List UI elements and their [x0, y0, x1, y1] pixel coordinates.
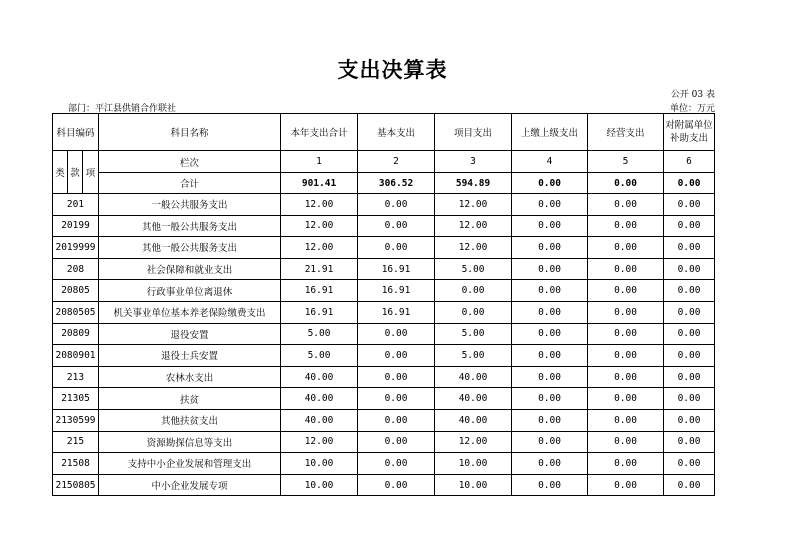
amount-cell: 0.00 [512, 301, 588, 323]
amount-cell: 0.00 [588, 258, 664, 280]
amount-cell: 0.00 [358, 345, 435, 367]
amount-cell: 0.00 [512, 366, 588, 388]
subject-name: 社会保障和就业支出 [99, 258, 281, 280]
amount-cell: 0.00 [358, 409, 435, 431]
table-row [53, 194, 715, 216]
amount-cell: 0.00 [588, 453, 664, 475]
amount-cell: 12.00 [435, 431, 512, 453]
amount-cell: 0.00 [512, 453, 588, 475]
subject-code: 2150805 [53, 474, 99, 496]
total-value: 0.00 [512, 173, 588, 194]
amount-cell: 0.00 [588, 301, 664, 323]
subject-code: 208 [53, 258, 99, 280]
subject-name: 资源勘探信息等支出 [99, 431, 281, 453]
subject-name: 机关事业单位基本养老保险缴费支出 [99, 301, 281, 323]
amount-cell: 0.00 [664, 280, 715, 302]
col-header-3: 项目支出 [435, 114, 512, 151]
amount-cell: 0.00 [358, 453, 435, 475]
amount-cell: 0.00 [358, 388, 435, 410]
subject-code: 2130599 [53, 409, 99, 431]
col-number-5: 5 [588, 151, 664, 173]
amount-cell: 0.00 [588, 280, 664, 302]
total-row [53, 173, 715, 194]
amount-cell: 10.00 [281, 453, 358, 475]
amount-cell: 40.00 [281, 366, 358, 388]
table-row [53, 366, 715, 388]
form-number: 公开 03 表 [670, 90, 715, 100]
subject-code: 20199 [53, 215, 99, 237]
table-row [53, 453, 715, 475]
col-header-4: 上缴上级支出 [512, 114, 588, 151]
amount-cell: 0.00 [512, 409, 588, 431]
subject-code: 20805 [53, 280, 99, 302]
code-header: 科目编码 [53, 114, 99, 151]
amount-cell: 0.00 [588, 409, 664, 431]
amount-cell: 12.00 [435, 215, 512, 237]
amount-cell: 5.00 [281, 345, 358, 367]
amount-cell: 0.00 [664, 215, 715, 237]
amount-cell: 0.00 [664, 474, 715, 496]
amount-cell: 16.91 [281, 280, 358, 302]
xiang-header: 项 [83, 151, 99, 194]
page-title: 支出决算表 [337, 58, 448, 82]
subject-name: 退役安置 [99, 323, 281, 345]
amount-cell: 0.00 [664, 366, 715, 388]
total-value: 306.52 [358, 173, 435, 194]
amount-cell: 0.00 [512, 280, 588, 302]
total-value: 901.41 [281, 173, 358, 194]
total-label: 合计 [99, 173, 281, 194]
department-label: 部门：平江县供销合作联社 [68, 104, 177, 114]
amount-cell: 10.00 [435, 474, 512, 496]
subject-name: 退役士兵安置 [99, 345, 281, 367]
subject-code: 2080901 [53, 345, 99, 367]
amount-cell: 0.00 [435, 280, 512, 302]
amount-cell: 12.00 [281, 237, 358, 259]
col-header-5: 经营支出 [588, 114, 664, 151]
amount-cell: 0.00 [664, 237, 715, 259]
amount-cell: 16.91 [358, 258, 435, 280]
subject-name: 其他一般公共服务支出 [99, 237, 281, 259]
amount-cell: 0.00 [664, 388, 715, 410]
subject-name: 其他一般公共服务支出 [99, 215, 281, 237]
amount-cell: 40.00 [281, 388, 358, 410]
subject-code: 213 [53, 366, 99, 388]
amount-cell: 40.00 [281, 409, 358, 431]
amount-cell: 0.00 [664, 258, 715, 280]
lei-header: 类 [53, 151, 68, 194]
amount-cell: 0.00 [358, 194, 435, 216]
amount-cell: 0.00 [664, 453, 715, 475]
amount-cell: 10.00 [435, 453, 512, 475]
amount-cell: 5.00 [435, 345, 512, 367]
amount-cell: 0.00 [512, 345, 588, 367]
table-row [53, 345, 715, 367]
amount-cell: 12.00 [435, 237, 512, 259]
amount-cell: 0.00 [512, 194, 588, 216]
amount-cell: 0.00 [664, 194, 715, 216]
amount-cell: 0.00 [512, 258, 588, 280]
amount-cell: 0.00 [588, 215, 664, 237]
amount-cell: 0.00 [358, 323, 435, 345]
amount-cell: 0.00 [588, 366, 664, 388]
amount-cell: 0.00 [588, 237, 664, 259]
subject-name: 行政事业单位离退休 [99, 280, 281, 302]
amount-cell: 12.00 [281, 194, 358, 216]
amount-cell: 12.00 [435, 194, 512, 216]
amount-cell: 21.91 [281, 258, 358, 280]
subject-code: 2019999 [53, 237, 99, 259]
col-header-6: 对附属单位补助支出 [664, 114, 715, 151]
amount-cell: 0.00 [588, 194, 664, 216]
amount-cell: 12.00 [281, 215, 358, 237]
subject-name: 中小企业发展专项 [99, 474, 281, 496]
amount-cell: 10.00 [281, 474, 358, 496]
col-header-2: 基本支出 [358, 114, 435, 151]
table-row [53, 280, 715, 302]
amount-cell: 40.00 [435, 366, 512, 388]
col-number-1: 1 [281, 151, 358, 173]
amount-cell: 5.00 [435, 323, 512, 345]
amount-cell: 0.00 [358, 366, 435, 388]
subject-code: 215 [53, 431, 99, 453]
subject-code: 201 [53, 194, 99, 216]
amount-cell: 0.00 [358, 215, 435, 237]
table-row [53, 431, 715, 453]
subject-name: 农林水支出 [99, 366, 281, 388]
amount-cell: 0.00 [435, 301, 512, 323]
amount-cell: 0.00 [512, 388, 588, 410]
kuan-header: 款 [68, 151, 83, 194]
amount-cell: 0.00 [664, 409, 715, 431]
column-index-row [53, 151, 715, 173]
amount-cell: 0.00 [512, 215, 588, 237]
amount-cell: 40.00 [435, 388, 512, 410]
amount-cell: 12.00 [281, 431, 358, 453]
amount-cell: 16.91 [358, 301, 435, 323]
header-row [53, 114, 715, 151]
amount-cell: 5.00 [281, 323, 358, 345]
col-index-label: 栏次 [99, 151, 281, 173]
table-row [53, 323, 715, 345]
amount-cell: 0.00 [588, 388, 664, 410]
total-value: 0.00 [588, 173, 664, 194]
amount-cell: 0.00 [664, 431, 715, 453]
subject-name: 扶贫 [99, 388, 281, 410]
total-value: 594.89 [435, 173, 512, 194]
table-row [53, 215, 715, 237]
col-header-1: 本年支出合计 [281, 114, 358, 151]
name-header: 科目名称 [99, 114, 281, 151]
amount-cell: 0.00 [512, 474, 588, 496]
col-number-6: 6 [664, 151, 715, 173]
amount-cell: 0.00 [664, 301, 715, 323]
table-row [53, 301, 715, 323]
amount-cell: 0.00 [588, 323, 664, 345]
subject-name: 支持中小企业发展和管理支出 [99, 453, 281, 475]
table-row [53, 237, 715, 259]
amount-cell: 0.00 [512, 237, 588, 259]
amount-cell: 40.00 [435, 409, 512, 431]
amount-cell: 16.91 [358, 280, 435, 302]
col-number-4: 4 [512, 151, 588, 173]
subject-name: 一般公共服务支出 [99, 194, 281, 216]
amount-cell: 0.00 [588, 345, 664, 367]
table-row [53, 388, 715, 410]
amount-cell: 0.00 [358, 237, 435, 259]
amount-cell: 0.00 [588, 474, 664, 496]
total-value: 0.00 [664, 173, 715, 194]
amount-cell: 0.00 [664, 345, 715, 367]
subject-code: 2080505 [53, 301, 99, 323]
subject-name: 其他扶贫支出 [99, 409, 281, 431]
col-number-2: 2 [358, 151, 435, 173]
expenditure-table [52, 113, 715, 496]
amount-cell: 0.00 [664, 323, 715, 345]
table-row [53, 409, 715, 431]
amount-cell: 0.00 [588, 431, 664, 453]
subject-code: 21508 [53, 453, 99, 475]
amount-cell: 0.00 [358, 474, 435, 496]
amount-cell: 5.00 [435, 258, 512, 280]
col-number-3: 3 [435, 151, 512, 173]
table-row [53, 474, 715, 496]
subject-code: 20809 [53, 323, 99, 345]
subject-code: 21305 [53, 388, 99, 410]
amount-cell: 16.91 [281, 301, 358, 323]
amount-cell: 0.00 [358, 431, 435, 453]
amount-cell: 0.00 [512, 323, 588, 345]
unit-label: 单位：万元 [669, 104, 715, 114]
table-row [53, 258, 715, 280]
amount-cell: 0.00 [512, 431, 588, 453]
